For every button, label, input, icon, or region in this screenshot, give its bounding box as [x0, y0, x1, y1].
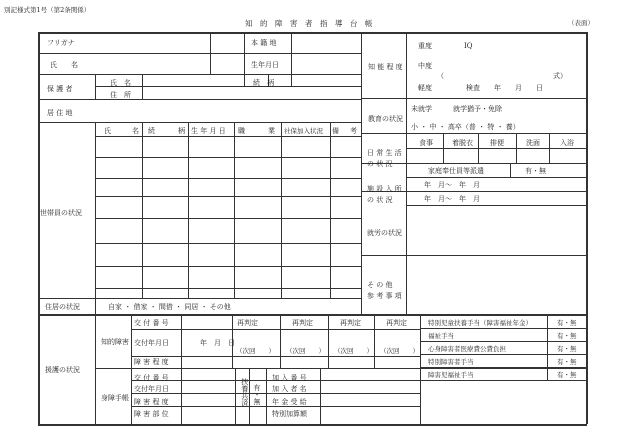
allowance-3: 心身障害者医療費公費負担: [428, 345, 506, 353]
next-1: （次回 ）: [236, 347, 275, 355]
mild-label: 軽度: [418, 84, 432, 92]
daily-col-meal: 食事: [419, 139, 433, 147]
grid-line: [547, 314, 548, 380]
grid-line: [95, 178, 361, 179]
grid-line: [131, 393, 420, 394]
grid-line: [38, 424, 587, 426]
grid-line: [38, 99, 361, 100]
grid-line: [361, 98, 587, 99]
grid-line: [95, 218, 361, 219]
hh-col-note1: 備: [332, 127, 339, 135]
rejudge-2: 再判定: [292, 319, 313, 327]
grid-line: [210, 32, 211, 74]
furigana-label: フリガナ: [47, 39, 75, 47]
hh-col-rel1: 続: [148, 127, 155, 135]
grid-line: [95, 288, 361, 289]
facility-row-1: 年 月～ 年 月: [424, 181, 480, 189]
grid-line: [181, 314, 182, 424]
grid-line: [38, 32, 40, 424]
grid-line: [142, 122, 143, 298]
allowance-4-yesno: 有・無: [557, 358, 577, 366]
insurance-yesno: 有・無: [253, 384, 261, 405]
test-date: 検査 年 月 日: [466, 84, 543, 92]
home-service-label: 家庭奉仕員等派遣: [428, 167, 484, 175]
grid-line: [420, 380, 587, 381]
grid-line: [95, 157, 361, 158]
grid-line: [131, 329, 420, 330]
grid-line: [244, 74, 245, 86]
grid-line: [38, 298, 361, 299]
hh-col-job2: 業: [268, 127, 275, 135]
rejudge-1: 再判定: [237, 319, 258, 327]
allowance-3-yesno: 有・無: [557, 345, 577, 353]
rejudge-4: 再判定: [386, 319, 407, 327]
allowance-2: 福祉手当: [428, 332, 454, 340]
other-notes-label: そ の 他 参 考 事 項: [367, 281, 402, 300]
honseki-label: 本 籍 地: [251, 39, 277, 47]
grid-line: [361, 133, 587, 134]
facility-label: 施 設 入 所 の 状 況: [367, 185, 402, 204]
hh-col-rel2: 柄: [178, 127, 185, 135]
guardian-address-label: 住 所: [110, 91, 131, 99]
facility-row-2: 年 月～ 年 月: [424, 195, 480, 203]
grid-line: [131, 314, 132, 424]
intelligence-label: 知 能 程 度: [368, 63, 403, 71]
education-line1: 未就学 就学猶予・免除: [411, 105, 502, 113]
education-label: 教育の状況: [368, 115, 403, 123]
allowance-1: 特別児童扶養手当（障害福祉年金）: [428, 319, 532, 327]
grid-line: [95, 368, 587, 369]
daily-col-toilet: 排便: [490, 139, 504, 147]
grid-line: [142, 74, 143, 99]
allowance-4: 特別障害者手当: [428, 358, 474, 366]
hh-col-name2: 名: [132, 127, 139, 135]
phy-issue-no: 交 付 番 号: [134, 374, 169, 382]
grid-line: [420, 341, 587, 342]
grid-line: [420, 354, 587, 355]
int-grade: 障 害 程 度: [134, 358, 169, 366]
grid-line: [291, 32, 292, 74]
grid-line: [406, 177, 587, 178]
daily-col-dress: 着脱衣: [452, 139, 473, 147]
grid-line: [38, 74, 361, 75]
support-label: 援護の状況: [45, 366, 80, 374]
form-reference: 別記様式第1号（第2条関係）: [4, 6, 91, 14]
grid-line: [188, 122, 189, 298]
grid-line: [330, 122, 331, 298]
grid-line: [406, 148, 587, 149]
grid-line: [95, 196, 361, 197]
education-line2: 小 ・ 中 ・ 高卒（普 ・ 特 ・ 養）: [411, 123, 520, 131]
grid-line: [131, 356, 420, 357]
grid-line: [95, 298, 96, 314]
phy-issue-date: 交付年月日: [134, 385, 169, 393]
grid-line: [478, 133, 479, 163]
grid-line: [420, 328, 587, 329]
grid-line: [266, 368, 267, 424]
int-issue-no: 交 付 番 号: [134, 319, 169, 327]
residence-label: 居 住 地: [47, 109, 73, 117]
rejudge-3: 再判定: [340, 319, 361, 327]
grid-line: [320, 368, 321, 424]
daily-col-wash: 洗面: [526, 139, 540, 147]
grid-line: [420, 367, 587, 368]
special-add-label: 特別加算額: [272, 410, 307, 418]
hh-col-insurance: 社保加入状況: [284, 127, 323, 135]
iq-label: IQ: [464, 42, 473, 50]
next-2: （次回 ）: [286, 347, 325, 355]
grid-line: [95, 314, 96, 424]
grid-line: [586, 32, 588, 424]
guardian-name-label: 氏 名: [110, 79, 131, 87]
hh-col-job1: 職: [238, 127, 245, 135]
grid-line: [443, 133, 444, 163]
housing-value: 自家 ・ 借家 ・ 間借 ・ 同居 ・ その他: [108, 303, 231, 311]
hh-col-note2: 考: [350, 127, 357, 135]
grid-line: [291, 74, 292, 86]
physical-label: 身障手帳: [101, 394, 129, 402]
next-3: （次回 ）: [334, 347, 373, 355]
grid-line: [38, 53, 361, 54]
next-4: （次回 ）: [380, 347, 419, 355]
guardian-label: 保 護 者: [47, 85, 73, 93]
grid-line: [95, 86, 361, 87]
grid-line: [549, 133, 550, 163]
join-no-label: 加 入 番 号: [272, 374, 307, 382]
grid-line: [510, 163, 511, 177]
hh-col-name1: 氏: [104, 127, 111, 135]
grid-line: [95, 136, 361, 137]
open-paren: （: [437, 72, 444, 80]
phy-grade: 障 害 程 度: [134, 398, 169, 406]
work-label: 就労の状況: [367, 229, 402, 237]
grid-line: [95, 243, 361, 244]
guardian-relation-label: 続 柄: [253, 79, 274, 87]
page-title: 知 的 障 害 者 指 導 台 帳: [245, 19, 373, 28]
daily-col-bath: 入浴: [560, 139, 574, 147]
intellectual-label: 知的障害: [101, 338, 129, 346]
phy-part: 障 害 部 位: [134, 410, 169, 418]
grid-line: [235, 368, 236, 424]
moderate-label: 中度: [418, 62, 432, 70]
insurance-label: 扶養共済: [240, 378, 249, 406]
grid-line: [38, 122, 361, 123]
grid-line: [281, 122, 282, 298]
grid-line: [38, 314, 587, 316]
pension-label: 年 金 受 給: [272, 398, 307, 406]
side-label: （表面）: [568, 19, 594, 27]
grid-line: [244, 32, 245, 74]
daily-life-label: 日 常 生 活 の 状 況: [367, 149, 402, 168]
grid-line: [249, 368, 250, 424]
int-issue-date: 交付年月日: [134, 339, 169, 347]
grid-line: [95, 122, 96, 298]
grid-line: [38, 32, 587, 34]
hh-col-birth: 生 年 月 日: [191, 127, 226, 135]
grid-line: [406, 205, 587, 206]
grid-line: [131, 406, 420, 407]
grid-line: [328, 314, 329, 368]
grid-line: [234, 122, 235, 298]
allowance-1-yesno: 有・無: [557, 319, 577, 327]
grid-line: [361, 255, 587, 256]
join-name-label: 加 入 者 名: [272, 385, 307, 393]
allowance-5-yesno: 有・無: [557, 371, 577, 379]
household-label: 世帯員の状況: [40, 209, 82, 217]
grid-line: [420, 314, 421, 424]
grid-line: [361, 32, 362, 314]
home-service-yesno: 有・無: [525, 167, 546, 175]
grid-line: [95, 266, 361, 267]
grid-line: [374, 314, 375, 368]
allowance-2-yesno: 有・無: [557, 332, 577, 340]
grid-line: [516, 133, 517, 163]
int-issue-ymd: 年 月 日: [200, 339, 235, 347]
housing-label: 住居の状況: [45, 303, 80, 311]
severe-label: 重度: [418, 42, 432, 50]
birth-label: 生年月日: [251, 61, 279, 69]
grid-line: [406, 32, 407, 314]
allowance-5: 障害児福祉手当: [428, 371, 474, 379]
close-paren: 式）: [553, 72, 567, 80]
grid-line: [280, 314, 281, 368]
name-label: 氏 名: [50, 61, 78, 69]
